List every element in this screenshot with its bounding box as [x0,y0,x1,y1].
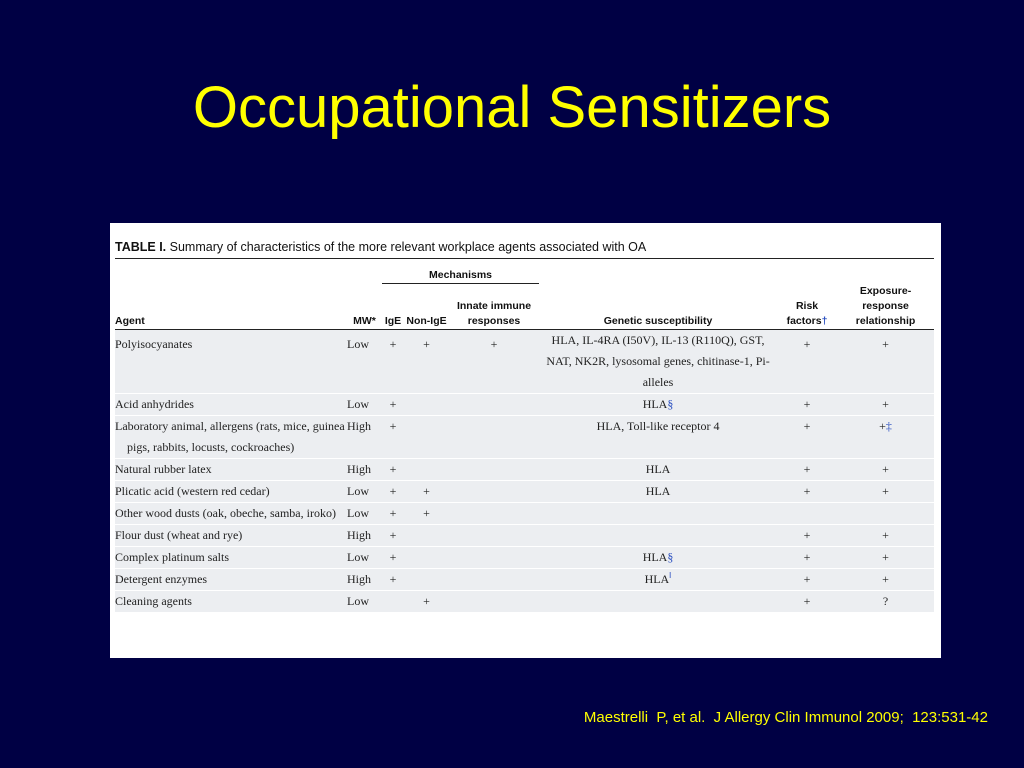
agent-cell: Other wood dusts (oak, obeche, samba, iroko) [115,502,347,524]
innate-cell: + [449,329,539,393]
slide-title: Occupational Sensitizers [192,75,832,140]
non-ige-cell [404,458,449,480]
risk-cell: + [777,458,837,480]
genetic-cell: HLA, IL-4RA (I50V), IL-13 (R110Q), GST, NAT, NK2R, lysosomal genes, chitinase-1, Pi-alleles [539,329,777,393]
mw-cell: Low [347,480,382,502]
non-ige-cell [404,415,449,458]
exposure-cell: +‡ [837,415,934,458]
risk-cell: + [777,590,837,612]
col-mw: MW* [347,284,382,330]
innate-cell [449,415,539,458]
innate-cell [449,590,539,612]
innate-cell [449,480,539,502]
mw-cell: Low [347,329,382,393]
col-ige: IgE [382,284,404,330]
risk-cell: + [777,546,837,568]
ige-cell: + [382,393,404,415]
table-row [115,480,934,502]
ige-cell: + [382,502,404,524]
ige-cell: + [382,458,404,480]
non-ige-cell [404,546,449,568]
table-row [115,329,934,393]
innate-cell [449,393,539,415]
col-agent: Agent [115,284,347,330]
genetic-cell [539,502,777,524]
agent-cell: Laboratory animal, allergens (rats, mice, guinea pigs, rabbits, locusts, cockroaches) [115,415,347,458]
col-risk-factors-label: Risk factors [786,299,822,327]
mw-cell: High [347,524,382,546]
innate-cell [449,458,539,480]
table-caption [115,237,934,259]
col-exposure-response: Exposure-response relationship [837,284,934,330]
header-row-columns [115,284,934,330]
mw-cell: Low [347,502,382,524]
non-ige-cell: + [404,480,449,502]
genetic-cell [539,590,777,612]
genetic-cell: HLA§ [539,546,777,568]
col-innate-immune: Innate immune responses [449,284,539,330]
innate-cell [449,546,539,568]
innate-cell [449,502,539,524]
ige-cell: + [382,415,404,458]
ige-cell: + [382,329,404,393]
agent-cell: Flour dust (wheat and rye) [115,524,347,546]
table-row [115,590,934,612]
risk-cell: + [777,329,837,393]
header-row-group [115,259,934,284]
table-caption-label: TABLE I. [115,240,167,254]
genetic-cell: HLA [539,480,777,502]
table-image [110,223,941,658]
genetic-cell: HLA, Toll-like receptor 4 [539,415,777,458]
non-ige-cell [404,393,449,415]
agent-cell: Plicatic acid (western red cedar) [115,480,347,502]
col-genetic-susceptibility: Genetic susceptibility [539,284,777,330]
citation: Maestrelli P, et al. J Allergy Clin Immunol 2009; 123:531-42 [583,709,988,726]
mw-cell: Low [347,590,382,612]
exposure-cell: + [837,329,934,393]
ige-cell: + [382,524,404,546]
characteristics-table [115,259,934,612]
non-ige-cell: + [404,502,449,524]
table-row [115,568,934,590]
non-ige-cell [404,524,449,546]
ige-cell: + [382,568,404,590]
col-risk-factors-mark: † [821,314,828,327]
agent-cell: Natural rubber latex [115,458,347,480]
agent-cell: Cleaning agents [115,590,347,612]
ige-cell: + [382,480,404,502]
table-row [115,458,934,480]
agent-cell: Polyisocyanates [115,329,347,393]
genetic-cell: HLA‖ [539,568,777,590]
table-body [115,329,934,612]
mechanisms-header: Mechanisms [382,259,539,284]
agent-cell: Acid anhydrides [115,393,347,415]
table-row [115,415,934,458]
mw-cell: High [347,458,382,480]
risk-cell: + [777,415,837,458]
table-row [115,546,934,568]
genetic-cell: HLA§ [539,393,777,415]
exposure-cell: + [837,524,934,546]
risk-cell: + [777,480,837,502]
exposure-cell: + [837,458,934,480]
ige-cell: + [382,546,404,568]
risk-cell [777,502,837,524]
risk-cell: + [777,524,837,546]
exposure-cell: + [837,393,934,415]
genetic-cell: HLA [539,458,777,480]
ige-cell [382,590,404,612]
innate-cell [449,568,539,590]
table-caption-text: Summary of characteristics of the more relevant workplace agents associated with OA [166,240,647,254]
table-row [115,524,934,546]
genetic-cell [539,524,777,546]
col-non-ige: Non-IgE [404,284,449,330]
non-ige-cell [404,568,449,590]
non-ige-cell: + [404,329,449,393]
mw-cell: Low [347,393,382,415]
innate-cell [449,524,539,546]
risk-cell: + [777,568,837,590]
non-ige-cell: + [404,590,449,612]
mw-cell: High [347,568,382,590]
exposure-cell: + [837,480,934,502]
mw-cell: Low [347,546,382,568]
exposure-cell: + [837,568,934,590]
table-row [115,393,934,415]
exposure-cell: ? [837,590,934,612]
table-row [115,502,934,524]
mw-cell: High [347,415,382,458]
exposure-cell: + [837,546,934,568]
agent-cell: Complex platinum salts [115,546,347,568]
risk-cell: + [777,393,837,415]
agent-cell: Detergent enzymes [115,568,347,590]
col-risk-factors [777,284,837,330]
exposure-cell [837,502,934,524]
